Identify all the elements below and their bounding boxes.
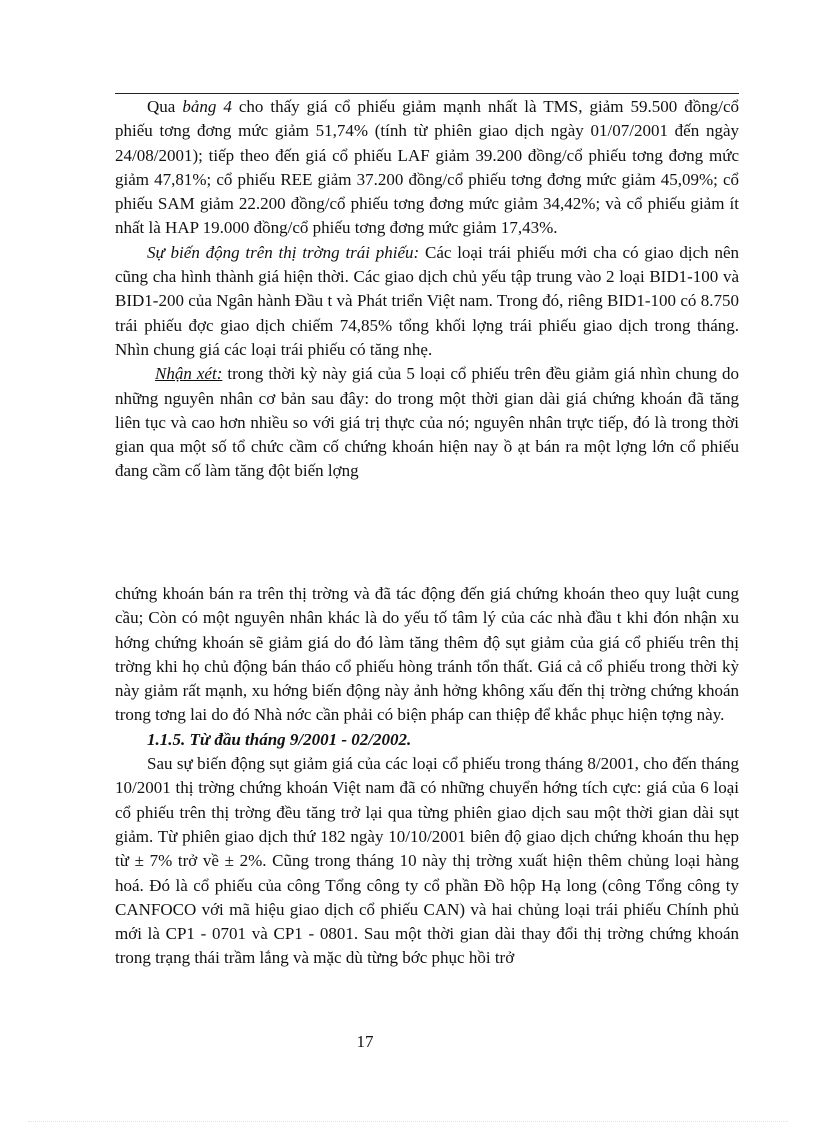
page-number: 17 [356, 1032, 374, 1051]
paragraph-text: Qua [147, 97, 183, 116]
paragraph-section-body: Sau sự biến động sụt giảm giá của các loại cổ phiếu trong tháng 8/2001, cho đến tháng 10/2001 thị trờng chứng khoán Việt nam đã có những chuyển hớng tích cực: giá của 6 loại cổ phiếu trên thị trờng đều tăng trở lại qua từng phiên giao dịch sau một thời gian dài sụt giảm. Từ phiên giao dịch thứ 182 ngày 10/10/2001 biên độ giao dịch chứng khoán thu hẹp từ ± 7% trở về ± 2%. Cũng trong tháng 10 này thị trờng xuất hiện thêm chủng loại hàng hoá. Đó là cổ phiếu của công Tổng công ty cổ phần Đồ hộp Hạ long (công Tổng công ty CANFOCO với mã hiệu giao dịch cổ phiếu CAN) và hai chủng loại trái phiếu Chính phủ mới là CP1 - 0701 và CP1 - 0801. Sau một thời gian dài thay đổi thị trờng chứng khoán trong trạng thái trầm lắng và mặc dù từng bớc phục hồi trở [115, 754, 739, 968]
paragraph-bond-market [115, 241, 739, 362]
paragraph-text: cho thấy giá cổ phiếu giảm mạnh nhất là TMS, giảm 59.500 đồng/cổ phiếu tơng đơng mức giảm 51,74% (tính từ phiên giao dịch ngày 01/07/2001 đến ngày 24/08/2001); tiếp theo đến giá cổ phiếu LAF giảm 39.200 đồng/cổ phiếu tơng đơng mức giảm 47,81%; cổ phiếu REE giảm 37.200 đồng/cổ phiếu tơng đơng mức giảm 45,09%; cổ phiếu SAM giảm 22.200 đồng/cổ phiếu tơng đơng mức giảm 34,42%; và cổ phiếu giảm ít nhất là HAP 19.000 đồng/cổ phiếu tơng đơng mức giảm 17,43%. [115, 97, 739, 238]
remarks-label: Nhận xét: [155, 364, 223, 384]
paragraph-lead-in: Sự biến động trên thị trờng trái phiếu: [147, 242, 420, 262]
paragraph-remarks [115, 362, 739, 483]
paragraph-text: Các loại trái phiếu mới cha có giao dịch nên cũng cha hình thành giá hiện thời. Các giao dịch chủ yếu tập trung vào 2 loại BID1-100 và BID1-200 của Ngân hành Đầu t và Phát triển Việt nam. Trong đó, riêng BID1-100 có 8.750 trái phiếu đợc giao dịch chiếm 74,85% tổng khối lợng trái phiếu giao dịch trong tháng. Nhìn chung giá các loại trái phiếu có tăng nhẹ. [115, 242, 739, 359]
paragraph-table-4-summary [115, 95, 739, 241]
section-heading: 1.1.5. Từ đầu tháng 9/2001 - 02/2002. [147, 729, 412, 749]
text-block-lower [115, 582, 739, 971]
header-rule [115, 93, 739, 94]
paragraph-continuation: chứng khoán bán ra trên thị trờng và đã tác động đến giá chứng khoán theo quy luật cung cầu; Còn có một nguyên nhân khác là do yếu tố tâm lý của các nhà đầu t khi đón nhận xu hớng chứng khoán sẽ giảm giá do đó làm tăng thêm độ sụt giảm của giá cổ phiếu trên thị trờng khi họ chủ động bán tháo cổ phiếu hòng tránh tổn thất. Giá cả cổ phiếu trong thời kỳ này giảm rất mạnh, xu hớng biến động này ảnh hởng không xấu đến thị trờng chứng khoán trong tơng lai do đó Nhà nớc cần phải có biện pháp can thiệp để khắc phục hiện tợng này. [115, 584, 739, 725]
paragraph-text: trong thời kỳ này giá của 5 loại cổ phiếu trên đều giảm giá nhìn chung do những nguyên nhân cơ bản sau đây: do trong một thời gian dài giá chứng khoán đã tăng liên tục và cao hơn nhiều so với giá trị thực của nó; nguyên nhân trực tiếp, đó là trong thời gian qua một số tổ chức cầm cố chứng khoán hiện nay ồ ạt bán ra một lợng lớn cổ phiếu đang cầm cố làm tăng đột biến lợng [115, 364, 739, 481]
page-bottom-border [28, 1121, 788, 1122]
text-block-upper [115, 95, 739, 484]
table-reference: bảng 4 [182, 97, 232, 116]
